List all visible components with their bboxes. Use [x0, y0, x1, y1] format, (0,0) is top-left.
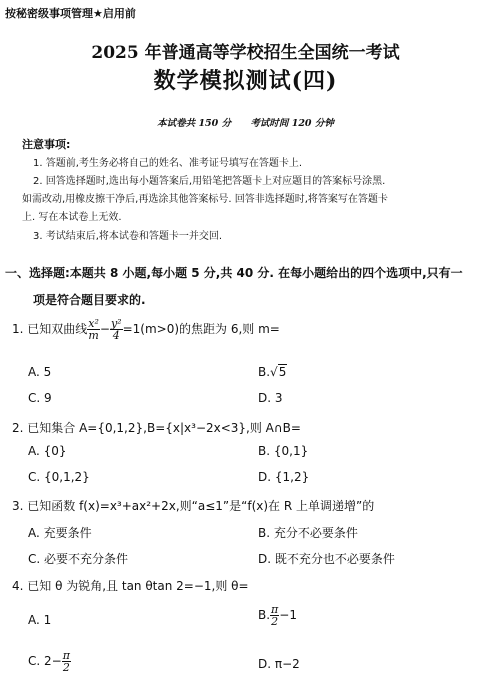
notice-item-3: 3. 考试结束后,将本试卷和答题卡一并交回. — [33, 231, 223, 242]
score-info: 本试卷共 150 分 — [157, 118, 232, 129]
confidential-label: 按秘密级事项管理★启用前 — [5, 7, 136, 20]
q1-prefix: 1. 已知双曲线 — [12, 322, 88, 336]
q1-option-c: C. 9 — [28, 391, 52, 405]
q1-suffix: =1(m>0)的焦距为 6,则 m= — [122, 322, 280, 336]
time-info: 考试时间 120 分钟 — [250, 118, 334, 129]
q3-option-b: B. 充分不必要条件 — [258, 526, 358, 540]
notice-item-2-line-2: 如需改动,用橡皮擦干净后,再选涂其他答案标号. 回答非选择题时,将答案写在答题卡 — [22, 194, 388, 205]
q4-option-d: D. π−2 — [258, 657, 300, 671]
notice-item-2-line-3: 上. 写在本试卷上无效. — [22, 212, 122, 223]
section-heading-line-1: 一、选择题:本题共 8 小题,每小题 5 分,共 40 分. 在每小题给出的四个选项中,只有一 — [5, 266, 463, 280]
q1-option-a: A. 5 — [28, 365, 52, 379]
question-2: 2. 已知集合 A={0,1,2},B={x|x³−2x<3},则 A∩B= — [12, 421, 301, 435]
q3-option-d: D. 既不充分也不必要条件 — [258, 552, 395, 566]
q3-option-a: A. 充要条件 — [28, 526, 92, 540]
q2-option-a: A. {0} — [28, 444, 67, 458]
question-1 — [12, 318, 280, 341]
q4-option-c: C. 2− $\frac{\pi}{2}$ — [28, 649, 70, 674]
q1-minus: − — [99, 322, 110, 336]
sqrt-sign: √ — [270, 365, 278, 379]
question-3: 3. 已知函数 f(x)=x³+ax²+2x,则“a≤1”是“f(x)在 R 上单调递增”的 — [12, 499, 375, 513]
q2-option-b: B. {0,1} — [258, 444, 309, 458]
exam-title: 2025 年普通高等学校招生全国统一考试 — [91, 43, 400, 63]
q1-option-b: B.√5 — [258, 365, 287, 379]
notice-item-2-line-1: 2. 回答选择题时,选出每小题答案后,用铅笔把答题卡上对应题目的答案标号涂黑. — [33, 176, 386, 187]
question-4: 4. 已知 θ 为锐角,且 tan θtan 2=−1,则 θ= — [12, 579, 249, 593]
q1-fraction-y: $\frac{\text{y²}}{4}$ — [110, 317, 122, 342]
notice-title: 注意事项: — [22, 138, 71, 151]
section-heading-line-2: 项是符合题目要求的. — [33, 293, 146, 307]
q3-option-c: C. 必要不充分条件 — [28, 552, 129, 566]
notice-item-1: 1. 答题前,考生务必将自己的姓名、准考证号填写在答题卡上. — [33, 158, 303, 169]
q4-option-a: A. 1 — [28, 613, 52, 627]
q2-option-d: D. {1,2} — [258, 470, 310, 484]
paper-title: 数学模拟测试(四) — [153, 68, 338, 94]
q2-option-c: C. {0,1,2} — [28, 470, 90, 484]
q1-option-d: D. 3 — [258, 391, 283, 405]
exam-meta — [0, 115, 491, 129]
q1-fraction-x: $\frac{\text{x²}}{m}$ — [88, 317, 99, 342]
q4-option-b: B. $\frac{\pi}{2}$ −1 — [258, 603, 297, 628]
